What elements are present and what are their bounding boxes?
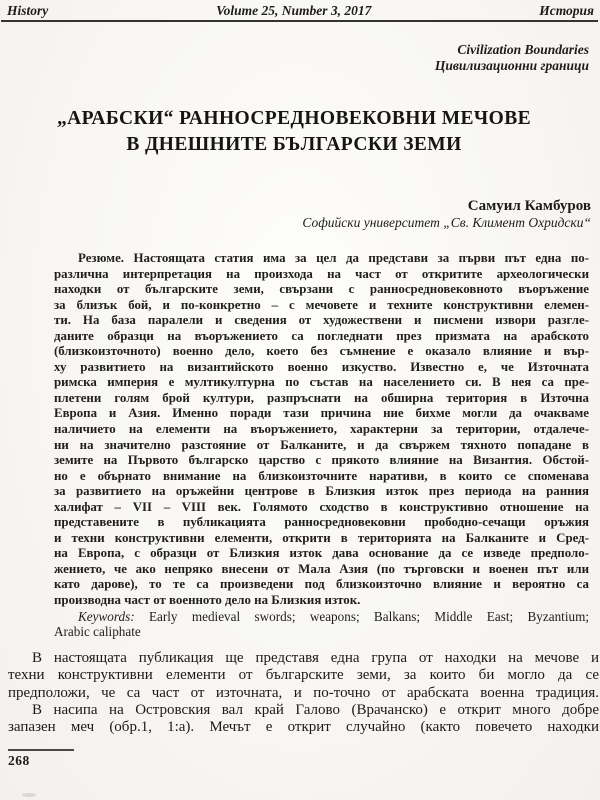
body-line: техни конструктивни елементи от българските земи, за които би могло да се bbox=[8, 667, 599, 684]
footnote-divider bbox=[8, 749, 74, 751]
article-title bbox=[0, 106, 588, 158]
abstract-line: различна интерпретация на произхода на част от откритите археологически bbox=[54, 266, 589, 281]
abstract-line: земите на Първото българско царство с прякото влияние на Византия. Обстой- bbox=[54, 453, 589, 468]
abstract-line: за близък бой, и по-конкретно – с мечовете и техните конструктивни елемен- bbox=[54, 297, 589, 312]
author-name: Самуил Камбуров bbox=[467, 198, 591, 214]
abstract-line: халифат – VII – VIII век. Голямото сходство в конструктивно отношение на bbox=[54, 499, 589, 514]
keywords-text: Early medieval swords; weapons; Balkans; Middle East; Byzantium; bbox=[148, 608, 590, 624]
body-line: В настоящата публикация ще представя една група от находки на мечове и bbox=[32, 650, 599, 666]
abstract-line: ти. На база паралели и сведения от художествени и писмени извори разгле- bbox=[54, 313, 589, 328]
abstract-line: Европа и Азия. Именно поради тази причина ние бихме могли да очакваме bbox=[54, 406, 589, 421]
abstract-line: Резюме. Настоящата статия има за цел да представи за първи път една по- bbox=[78, 251, 589, 265]
abstract-line: ни на значително разстояние от Балканите, и да свържем тяхното попадане в bbox=[54, 437, 589, 452]
keywords-line bbox=[54, 609, 589, 625]
abstract-line: представените в публикацията ранносредновековни прободно-сечащи оръжия bbox=[54, 515, 589, 530]
rubric-en: Civilization Boundaries bbox=[457, 42, 589, 57]
body-line: запазен меч (обр.1, 1:а). Мечът е открит случайно (както повечето находки bbox=[8, 719, 599, 736]
abstract-line: даните образци на въоръжението са погледнати през призмата на арабското bbox=[54, 328, 589, 343]
abstract-line: като дарове), то те са произведени под близкоизточно влияние и вероятно са bbox=[54, 577, 589, 592]
body-line: предположи, че са част от източната, и по-точно от арабската военна традиция. bbox=[8, 684, 599, 701]
issue-info: Volume 25, Number 3, 2017 bbox=[216, 3, 372, 18]
journal-title-en: History bbox=[7, 3, 49, 18]
abstract-line: (близкоизточното) военно дело, което без съмнение е оказало влияние и вър- bbox=[54, 344, 589, 359]
abstract-line: и техни конструктивни елементи, открити в територията на Балканите и Сред- bbox=[54, 530, 589, 545]
author-block bbox=[302, 198, 591, 230]
journal-title-bg: История bbox=[539, 3, 594, 18]
keywords-label: Keywords: bbox=[78, 608, 135, 624]
abstract-line: производна част от военното дело на Близкия изток. bbox=[54, 593, 361, 608]
running-header bbox=[7, 3, 594, 19]
page-number: 268 bbox=[8, 753, 30, 768]
article-title-line1: „АРАБСКИ“ РАННОСРЕДНОВЕКОВНИ МЕЧОВЕ bbox=[56, 108, 532, 129]
abstract-line: жението, че ако непряко внесени от Мала Азия (по търговски и военен път или bbox=[54, 561, 589, 576]
abstract-line: плетени голям брой култури, разпръснати на обширна територия в Източна bbox=[54, 390, 589, 405]
abstract-line: но е обърнато внимание на близкоизточните наративи, в които се споменава bbox=[54, 468, 589, 483]
article-title-line2: В ДНЕШНИТЕ БЪЛГАРСКИ ЗЕМИ bbox=[126, 134, 462, 155]
abstract-line: наличието на елементи на въоръжението, характерни за територии, отдалече- bbox=[54, 422, 589, 437]
rubric-bg: Цивилизационни граници bbox=[434, 57, 589, 73]
abstract-line: за развитието на оръжейни центрове в Близкия изток през периода на ранния bbox=[54, 484, 589, 499]
section-rubric bbox=[435, 42, 589, 73]
author-affiliation: Софийски университет „Св. Климент Охридски“ bbox=[302, 215, 591, 230]
scan-artifact bbox=[22, 793, 36, 797]
abstract-block bbox=[54, 251, 589, 640]
abstract-line: римска империя е мултикултурна по състав на населението си. В нея са пре- bbox=[54, 375, 589, 390]
body-line: В насипа на Островския вал край Галово (Врачанско) е открит много добре bbox=[32, 701, 599, 718]
abstract-line: ху развитието на византийското военно изкуство. Известно е, че Източната bbox=[54, 359, 589, 374]
abstract-line: находки от българските земи, свързани с ранносредновековното въоръжение bbox=[54, 282, 589, 297]
abstract-line: на Европа, с образци от Близкия изток дава основание да се изведе предполо- bbox=[54, 546, 589, 561]
article-body bbox=[8, 650, 599, 736]
keywords-line: Arabic caliphate bbox=[54, 624, 141, 640]
header-divider bbox=[1, 20, 598, 22]
